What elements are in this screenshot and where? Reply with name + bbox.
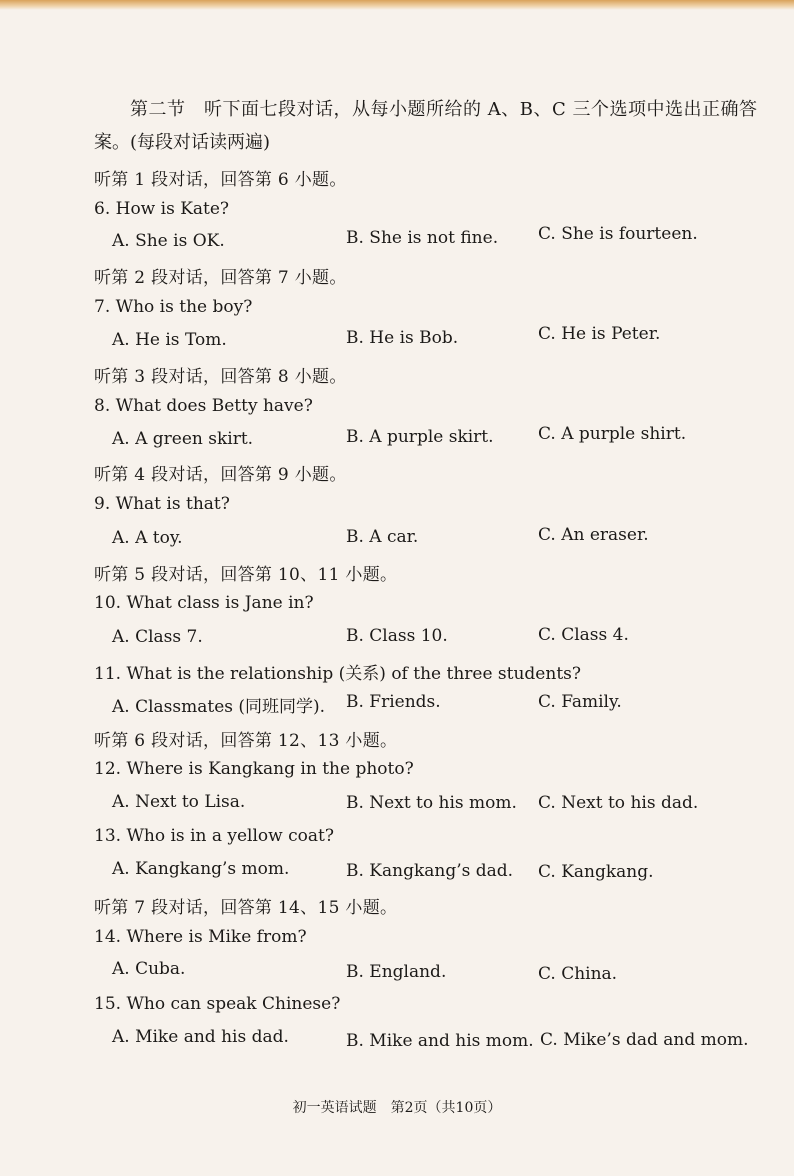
q11-option-c: C. Family.: [538, 692, 622, 712]
instruction-3: 听第 3 段对话，回答第 8 小题。: [94, 367, 347, 387]
q8-option-c: C. A purple shirt.: [538, 424, 687, 444]
question-15: 15. Who can speak Chinese?: [94, 994, 341, 1014]
q15-option-a: A. Mike and his dad.: [112, 1027, 289, 1047]
question-11: 11. What is the relationship (关系) of the three students?: [94, 664, 581, 684]
q7-option-a: A. He is Tom.: [112, 330, 227, 350]
q13-option-a: A. Kangkang’s mom.: [112, 859, 290, 879]
q14-option-a: A. Cuba.: [112, 959, 186, 979]
question-6: 6. How is Kate?: [94, 199, 230, 219]
q9-option-b: B. A car.: [346, 527, 419, 547]
q15-option-b: B. Mike and his mom.: [346, 1031, 534, 1051]
q7-option-b: B. He is Bob.: [346, 328, 459, 348]
question-9: 9. What is that?: [94, 494, 230, 514]
question-12: 12. Where is Kangkang in the photo?: [94, 759, 414, 779]
question-7: 7. Who is the boy?: [94, 297, 253, 317]
q10-option-b: B. Class 10.: [346, 626, 448, 646]
q11-option-a: A. Classmates (同班同学).: [112, 697, 326, 717]
q6-option-a: A. She is OK.: [112, 231, 225, 251]
q8-option-a: A. A green skirt.: [112, 429, 254, 449]
instruction-6: 听第 6 段对话，回答第 12、13 小题。: [94, 731, 398, 751]
q10-option-c: C. Class 4.: [538, 625, 629, 645]
q9-option-c: C. An eraser.: [538, 525, 649, 545]
q6-option-b: B. She is not fine.: [346, 228, 499, 248]
question-14: 14. Where is Mike from?: [94, 927, 307, 947]
question-8: 8. What does Betty have?: [94, 396, 313, 416]
question-13: 13. Who is in a yellow coat?: [94, 826, 334, 846]
q12-option-c: C. Next to his dad.: [538, 793, 699, 813]
instruction-2: 听第 2 段对话，回答第 7 小题。: [94, 268, 347, 288]
q9-option-a: A. A toy.: [112, 528, 183, 548]
section-intro-line-1: 第二节 听下面七段对话，从每小题所给的 A、B、C 三个选项中选出正确答: [130, 99, 758, 120]
page-footer: 初一英语试题 第2页（共10页）: [292, 1100, 502, 1116]
q7-option-c: C. He is Peter.: [538, 324, 661, 344]
q10-option-a: A. Class 7.: [112, 627, 203, 647]
q14-option-c: C. China.: [538, 964, 618, 984]
question-10: 10. What class is Jane in?: [94, 593, 314, 613]
q14-option-b: B. England.: [346, 962, 447, 982]
q13-option-b: B. Kangkang’s dad.: [346, 861, 514, 881]
q13-option-c: C. Kangkang.: [538, 862, 654, 882]
instruction-7: 听第 7 段对话，回答第 14、15 小题。: [94, 898, 398, 918]
q6-option-c: C. She is fourteen.: [538, 224, 698, 244]
instruction-5: 听第 5 段对话，回答第 10、11 小题。: [94, 565, 398, 585]
q12-option-a: A. Next to Lisa.: [112, 792, 246, 812]
instruction-1: 听第 1 段对话，回答第 6 小题。: [94, 170, 347, 190]
q15-option-c: C. Mike’s dad and mom.: [540, 1030, 749, 1050]
instruction-4: 听第 4 段对话，回答第 9 小题。: [94, 465, 347, 485]
section-intro-line-2: 案。(每段对话读两遍): [94, 132, 271, 153]
q8-option-b: B. A purple skirt.: [346, 427, 494, 447]
q12-option-b: B. Next to his mom.: [346, 793, 517, 813]
q11-option-b: B. Friends.: [346, 692, 441, 712]
